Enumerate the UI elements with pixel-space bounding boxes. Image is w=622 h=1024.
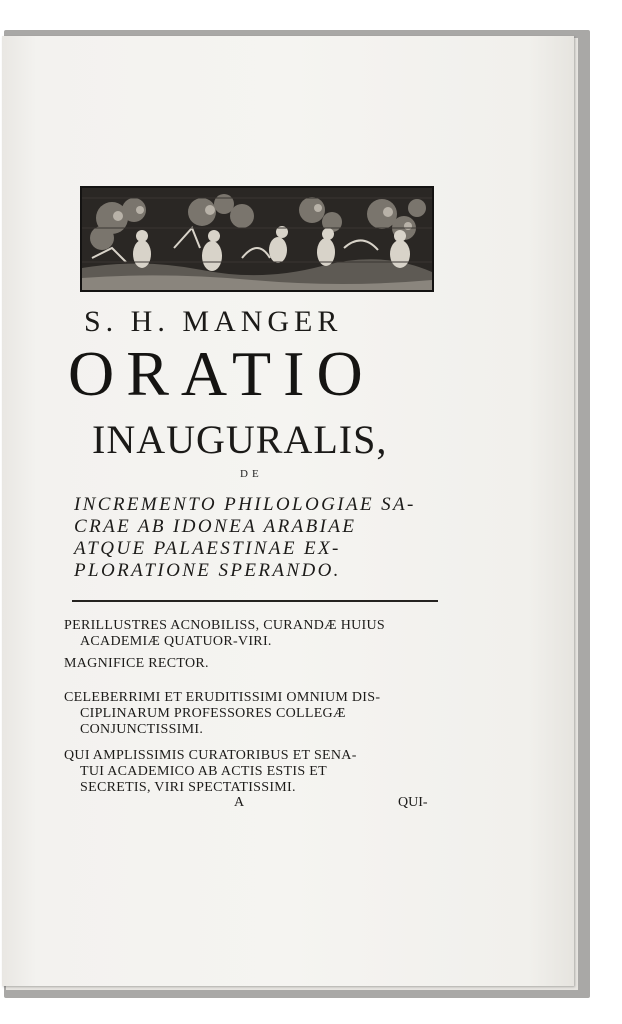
address-curators	[64, 618, 442, 650]
address-line: CONJUNCTISSIMI.	[80, 722, 204, 737]
catchword: QUI-	[398, 795, 428, 810]
divider-rule	[72, 600, 438, 602]
address-secretaries	[64, 748, 442, 796]
address-line: TUI ACADEMICO AB ACTIS ESTIS ET	[80, 764, 327, 779]
address-line: CELEBERRIMI ET ERUDITISSIMI OMNIUM DIS-	[64, 690, 381, 705]
signature-mark: A	[234, 795, 245, 810]
title-inauguralis: INAUGURALIS,	[92, 417, 388, 462]
woodcut-illustration	[82, 188, 432, 290]
address-line: ACADEMIÆ QUATUOR-VIRI.	[80, 634, 272, 649]
address-line: CIPLINARUM PROFESSORES COLLEGÆ	[80, 706, 346, 721]
subject-line: PLORATIONE SPERANDO.	[74, 560, 341, 581]
title-oratio: ORATIO	[68, 338, 375, 409]
address-line: SECRETIS, VIRI SPECTATISSIMI.	[80, 780, 296, 795]
address-professors	[64, 690, 442, 738]
author-name: S. H. MANGER	[84, 305, 343, 338]
subject-line: INCREMENTO PHILOLOGIAE SA-	[74, 494, 416, 515]
subject-line: CRAE AB IDONEA ARABIAE	[74, 516, 357, 537]
woodcut-headpiece	[80, 186, 434, 292]
address-line: PERILLUSTRES ACNOBILISS, CURANDÆ HUIUS	[64, 618, 385, 633]
address-line: QUI AMPLISSIMIS CURATORIBUS ET SENA-	[64, 748, 357, 763]
address-line: MAGNIFICE RECTOR.	[64, 656, 209, 671]
address-rector	[64, 656, 442, 672]
de-label: DE	[240, 468, 263, 480]
subject-block	[74, 494, 438, 582]
subject-line: ATQUE PALAESTINAE EX-	[74, 538, 341, 559]
